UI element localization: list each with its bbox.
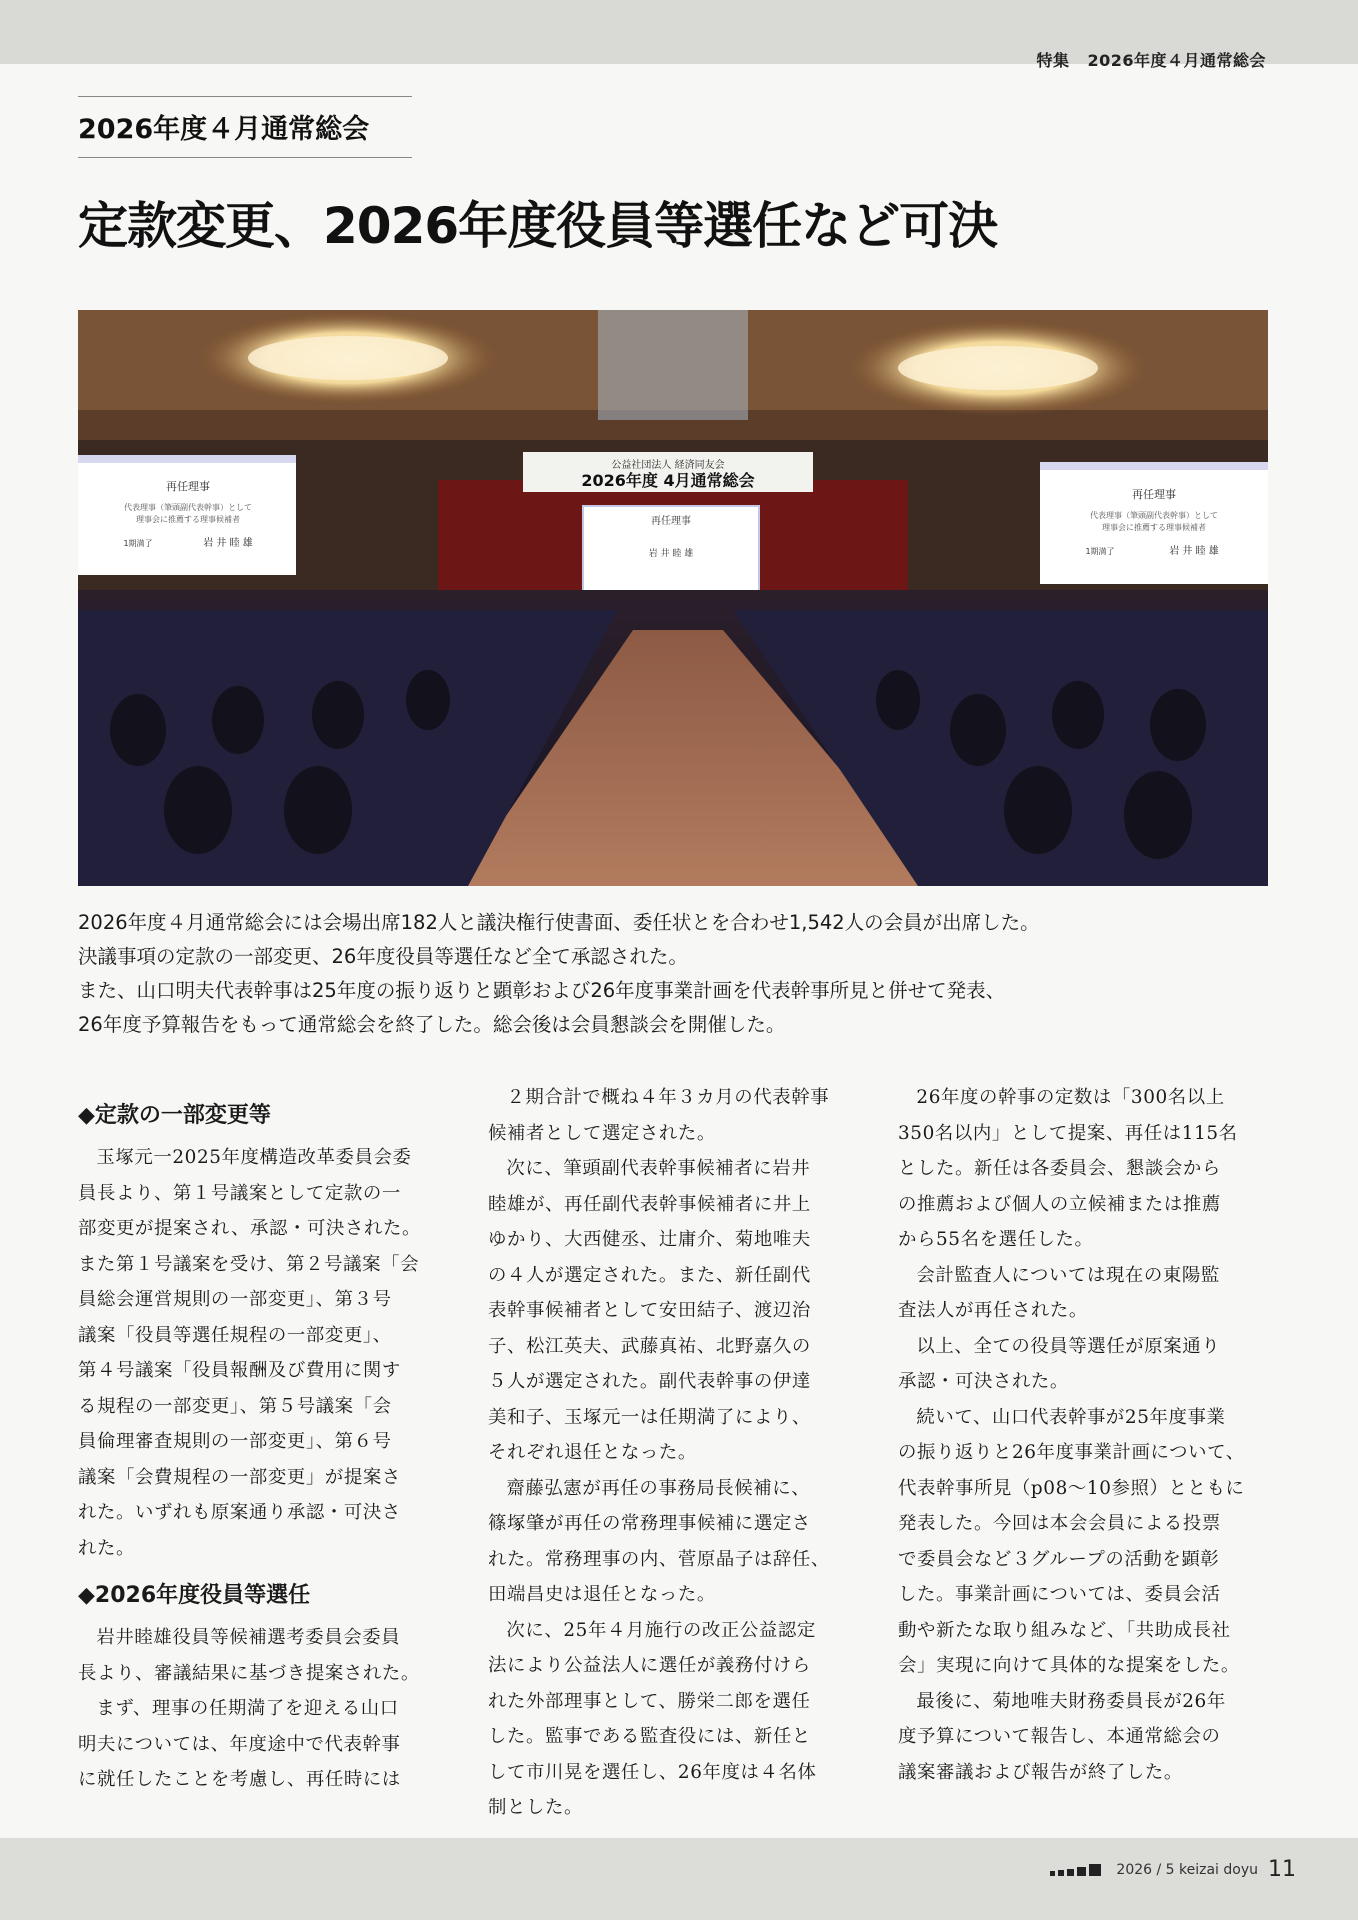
banner-line2: 2026年度 4月通常総会 — [581, 471, 755, 490]
body-line: 続いて、山口代表幹事が25年度事業 — [916, 1406, 1226, 1428]
body-line: 次に、25年４月施行の改正公益認定 — [506, 1619, 816, 1641]
lead-line: 決議事項の定款の一部変更、26年度役員等選任など全て承認された。 — [78, 945, 688, 968]
body-line: 法により公益法人に選任が義務付けら — [488, 1655, 811, 1676]
body-line: 岩井睦雄役員等候補選考委員会委員 — [96, 1627, 401, 1648]
center-screen-name: 岩 井 睦 雄 — [648, 549, 694, 559]
footer-issue: 2026 / 5 keizai doyu — [1116, 1861, 1258, 1878]
body-line: 長より、審議結果に基づき提案された。 — [78, 1662, 420, 1684]
running-head-title: 2026年度４月通常総会 — [1087, 51, 1266, 70]
right-screen-name: 岩 井 睦 雄 — [1169, 546, 1219, 557]
body-line: の４人が選定された。また、新任副代 — [488, 1264, 811, 1286]
body-line: した。事業計画については、委員会活 — [898, 1584, 1221, 1605]
body-line: から55名を選任した。 — [898, 1229, 1094, 1250]
right-screen-sub2: 理事会に推薦する理事候補者 — [1102, 523, 1206, 532]
body-line: 美和子、玉塚元一は任期満了により、 — [488, 1406, 811, 1428]
body-line: 承認・可決された。 — [898, 1371, 1069, 1392]
body-line: 田端昌史は退任となった。 — [488, 1584, 716, 1605]
body-line: した。監事である監査役には、新任と — [488, 1726, 811, 1747]
body-line: 員総会運営規則の一部変更」、第３号 — [78, 1289, 392, 1310]
meeting-photo-illustration — [78, 310, 1268, 886]
lead-line: 26年度予算報告をもって通常総会を終了した。総会後は会員懇談会を開催した。 — [78, 1013, 786, 1036]
body-line: 議案審議および報告が終了した。 — [898, 1761, 1183, 1783]
body-line: る規程の一部変更」、第５号議案「会 — [78, 1395, 392, 1417]
right-screen-number: 1期満了 — [1085, 547, 1115, 556]
right-screen-title: 再任理事 — [1132, 488, 1176, 501]
body-line: 350名以内」として提案、再任は115名 — [898, 1122, 1238, 1144]
body-line: 発表した。今回は本会会員による投票 — [898, 1513, 1221, 1534]
body-line: 員長より、第１号議案として定款の一 — [78, 1182, 401, 1204]
body-column-2 — [488, 1080, 864, 1826]
running-head-tag: 特集 — [1036, 51, 1070, 70]
left-screen-title: 再任理事 — [166, 480, 210, 493]
banner-line1: 公益社団法人 経済同友会 — [611, 460, 725, 471]
left-screen-sub2: 理事会に推薦する理事候補者 — [136, 515, 240, 524]
center-screen-title: 再任理事 — [651, 516, 691, 527]
running-head — [1036, 48, 1266, 71]
body-line: とした。新任は各委員会、懇談会から — [898, 1158, 1221, 1179]
section-heading-articles: ◆定款の一部変更等 — [78, 1103, 271, 1128]
body-line: れた外部理事として、勝栄二郎を選任 — [488, 1690, 811, 1712]
body-line: 明夫については、年度途中で代表幹事 — [78, 1733, 401, 1755]
body-line: 睦雄が、再任副代表幹事候補者に井上 — [488, 1193, 811, 1215]
section-heading-officers: ◆2026年度役員等選任 — [78, 1583, 311, 1608]
body-line: れた。常務理事の内、菅原晶子は辞任、 — [488, 1548, 830, 1570]
body-line: 第４号議案「役員報酬及び費用に関す — [78, 1360, 401, 1381]
lead-line: また、山口明夫代表幹事は25年度の振り返りと顕彰および26年度事業計画を代表幹事所見と併せて発表、 — [78, 979, 1006, 1002]
body-line: の推薦および個人の立候補または推薦 — [898, 1193, 1221, 1215]
body-line: 齋藤弘憲が再任の事務局長候補に、 — [506, 1477, 811, 1499]
body-line: 会」実現に向けて具体的な提案をした。 — [898, 1655, 1240, 1676]
right-screen-sub1: 代表理事（筆頭副代表幹事）として — [1090, 511, 1218, 520]
body-line: 最後に、菊地唯夫財務委員長が26年 — [916, 1690, 1226, 1712]
body-line: まず、理事の任期満了を迎える山口 — [96, 1698, 399, 1719]
body-line: ５人が選定された。副代表幹事の伊達 — [488, 1371, 811, 1392]
body-line: それぞれ退任となった。 — [488, 1442, 697, 1463]
body-line: 候補者として選定された。 — [488, 1122, 716, 1144]
body-line: 部変更が提案され、承認・可決された。 — [78, 1218, 421, 1239]
body-line: 議案「役員等選任規程の一部変更」、 — [78, 1324, 392, 1346]
body-line: 制とした。 — [488, 1797, 583, 1818]
meeting-photo — [78, 310, 1268, 886]
body-line: で委員会など３グループの活動を顕彰 — [898, 1548, 1220, 1570]
page-footer — [1050, 1857, 1296, 1882]
footer-blocks-icon — [1050, 1864, 1104, 1876]
body-column-1 — [78, 1080, 454, 1798]
body-line: 議案「会費規程の一部変更」が提案さ — [78, 1466, 401, 1488]
body-line: また第１号議案を受け、第２号議案「会 — [78, 1253, 420, 1275]
body-line: 26年度の幹事の定数は「300名以上 — [916, 1087, 1225, 1108]
body-line: 度予算について報告し、本通常総会の — [898, 1726, 1221, 1747]
lead-paragraph — [78, 906, 1278, 1042]
body-line: 動や新たな取り組みなど、「共助成長社 — [898, 1619, 1231, 1641]
body-line: 篠塚肇が再任の常務理事候補に選定さ — [488, 1513, 811, 1534]
body-line: ゆかり、大西健丞、辻庸介、菊地唯夫 — [488, 1229, 811, 1250]
body-line: 以上、全ての役員等選任が原案通り — [916, 1335, 1221, 1357]
body-line: 子、松江英夫、武藤真祐、北野嘉久の — [488, 1335, 811, 1357]
body-line: れた。 — [78, 1537, 135, 1559]
left-screen-name: 岩 井 睦 雄 — [203, 538, 253, 549]
body-line: 次に、筆頭副代表幹事候補者に岩井 — [506, 1158, 811, 1179]
body-line: れた。いずれも原案通り承認・可決さ — [78, 1502, 401, 1523]
body-line: して市川晃を選任し、26年度は４名体 — [488, 1761, 817, 1783]
page-number: 11 — [1268, 1857, 1296, 1882]
body-line: に就任したことを考慮し、再任時には — [78, 1769, 401, 1790]
kicker: 2026年度４月通常総会 — [78, 114, 370, 145]
kicker-box — [78, 96, 412, 158]
body-line: の振り返りと26年度事業計画について、 — [898, 1442, 1245, 1463]
body-line: 玉塚元一2025年度構造改革委員会委 — [96, 1147, 412, 1168]
body-line: ２期合計で概ね４年３カ月の代表幹事 — [506, 1087, 830, 1108]
body-line: 代表幹事所見（p08～10参照）とともに — [898, 1477, 1245, 1499]
body-line: 査法人が再任された。 — [898, 1300, 1088, 1321]
left-screen-sub1: 代表理事（筆頭副代表幹事）として — [124, 503, 252, 512]
body-column-3 — [898, 1080, 1274, 1790]
left-screen-number: 1期満了 — [123, 539, 153, 548]
headline: 定款変更、2026年度役員等選任など可決 — [78, 197, 998, 255]
body-line: 表幹事候補者として安田結子、渡辺治 — [488, 1300, 811, 1321]
body-line: 会計監査人については現在の東陽監 — [916, 1264, 1220, 1286]
lead-line: 2026年度４月通常総会には会場出席182人と議決権行使書面、委任状とを合わせ1,542人の会員が出席した。 — [78, 911, 1040, 934]
body-line: 員倫理審査規則の一部変更」、第６号 — [78, 1431, 392, 1452]
